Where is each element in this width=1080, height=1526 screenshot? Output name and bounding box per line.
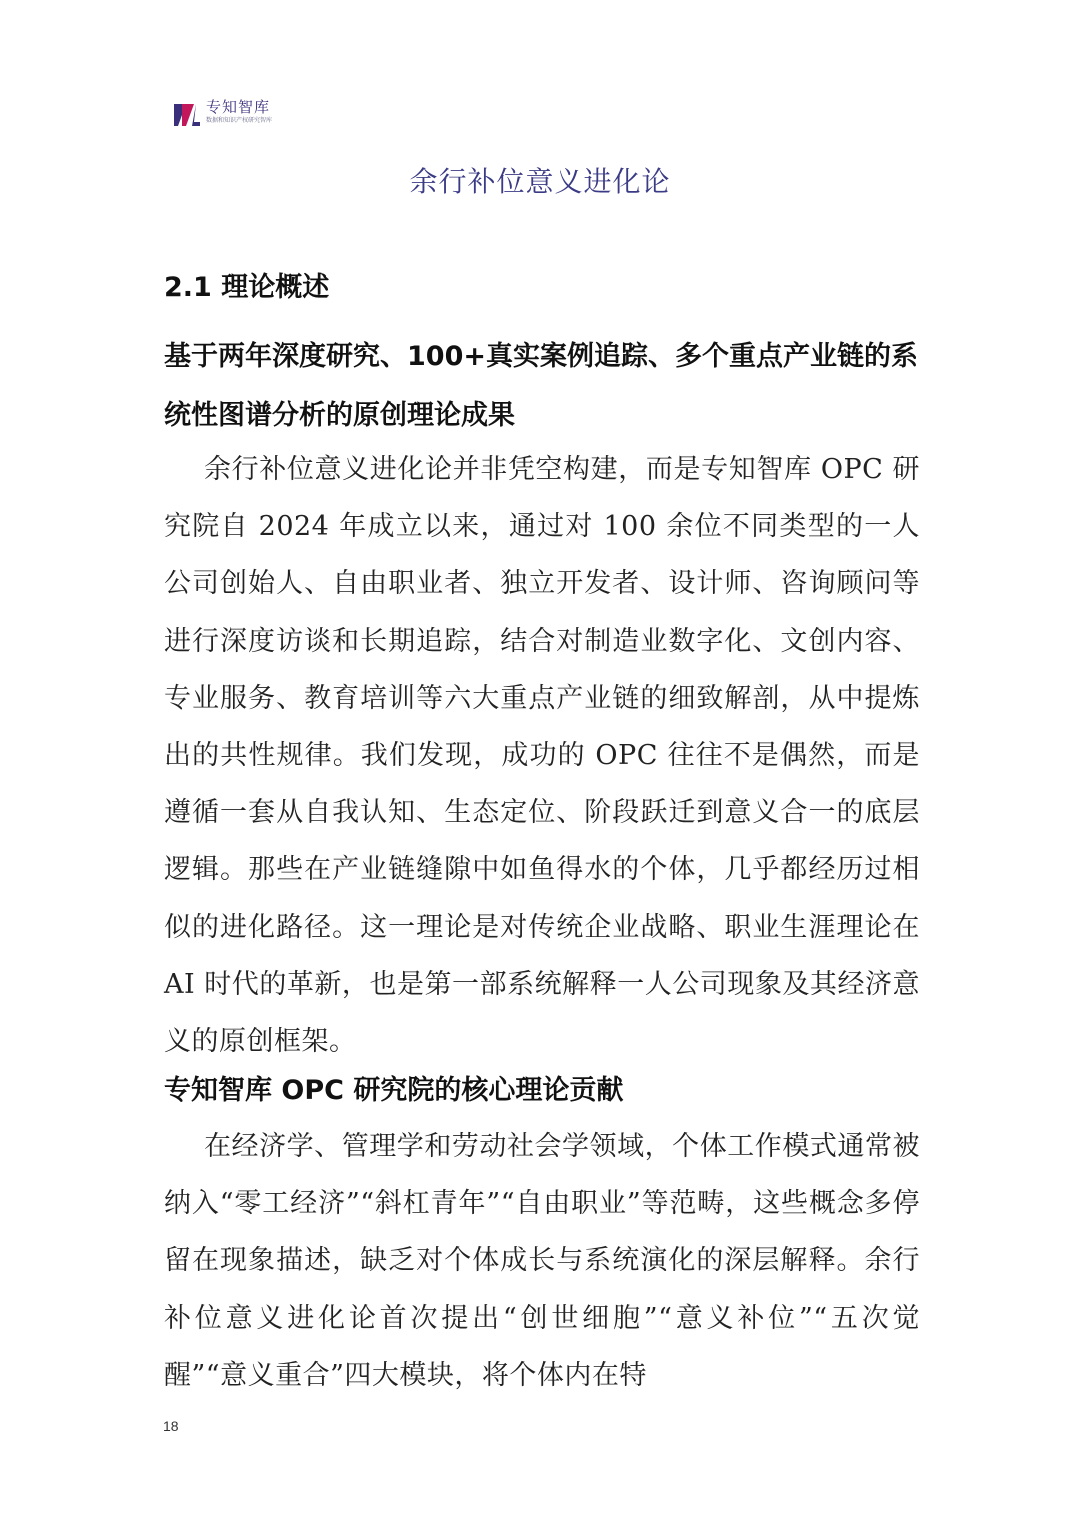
page-title: 余行补位意义进化论 <box>409 165 671 198</box>
zl-logo-icon <box>172 100 202 130</box>
logo-name: 专知智库 <box>206 98 271 116</box>
logo-text <box>206 98 272 125</box>
header-logo <box>172 98 272 134</box>
body-paragraph: 余行补位意义进化论并非凭空构建，而是专知智库 OPC 研究院自 2024 年成立以来，通过对 100 余位不同类型的一人公司创始人、自由职业者、独立开发者、设计师、咨询顾问等进行深度访谈和长期追踪，结合对制造业数字化、文创内容、专业服务、教育培训等六大重点产业链的细致解剖，从中提炼出的共性规律。我们发现，成功的 OPC 往往不是偶然，而是遵循一套从自我认知、生态定位、阶段跃迁到意义合一的底层逻辑。那些在产业链缝隙中如鱼得水的个体，几乎都经历过相似的进化路径。这一理论是对传统企业战略、职业生涯理论在 AI 时代的革新，也是第一部系统解释一人公司现象及其经济意义的原创框架。 <box>164 454 920 1058</box>
page-number: 18 <box>163 1418 179 1434</box>
subsection-heading: 基于两年深度研究、100+真实案例追踪、多个重点产业链的系统性图谱分析的原创理论成果 <box>164 341 918 431</box>
section-heading: 2.1 理论概述 <box>164 272 330 303</box>
body-paragraph: 在经济学、管理学和劳动社会学领域，个体工作模式通常被纳入“零工经济”“斜杠青年”“自由职业”等范畴，这些概念多停留在现象描述，缺乏对个体成长与系统演化的深层解释。余行补位意义进化论首次提出“创世细胞”“意义补位”“五次觉醒”“意义重合”四大模块，将个体内在特 <box>164 1131 920 1391</box>
logo-subtitle: 数据和知识产权研究智库 <box>206 117 273 124</box>
subsection-heading: 专知智库 OPC 研究院的核心理论贡献 <box>164 1075 624 1106</box>
